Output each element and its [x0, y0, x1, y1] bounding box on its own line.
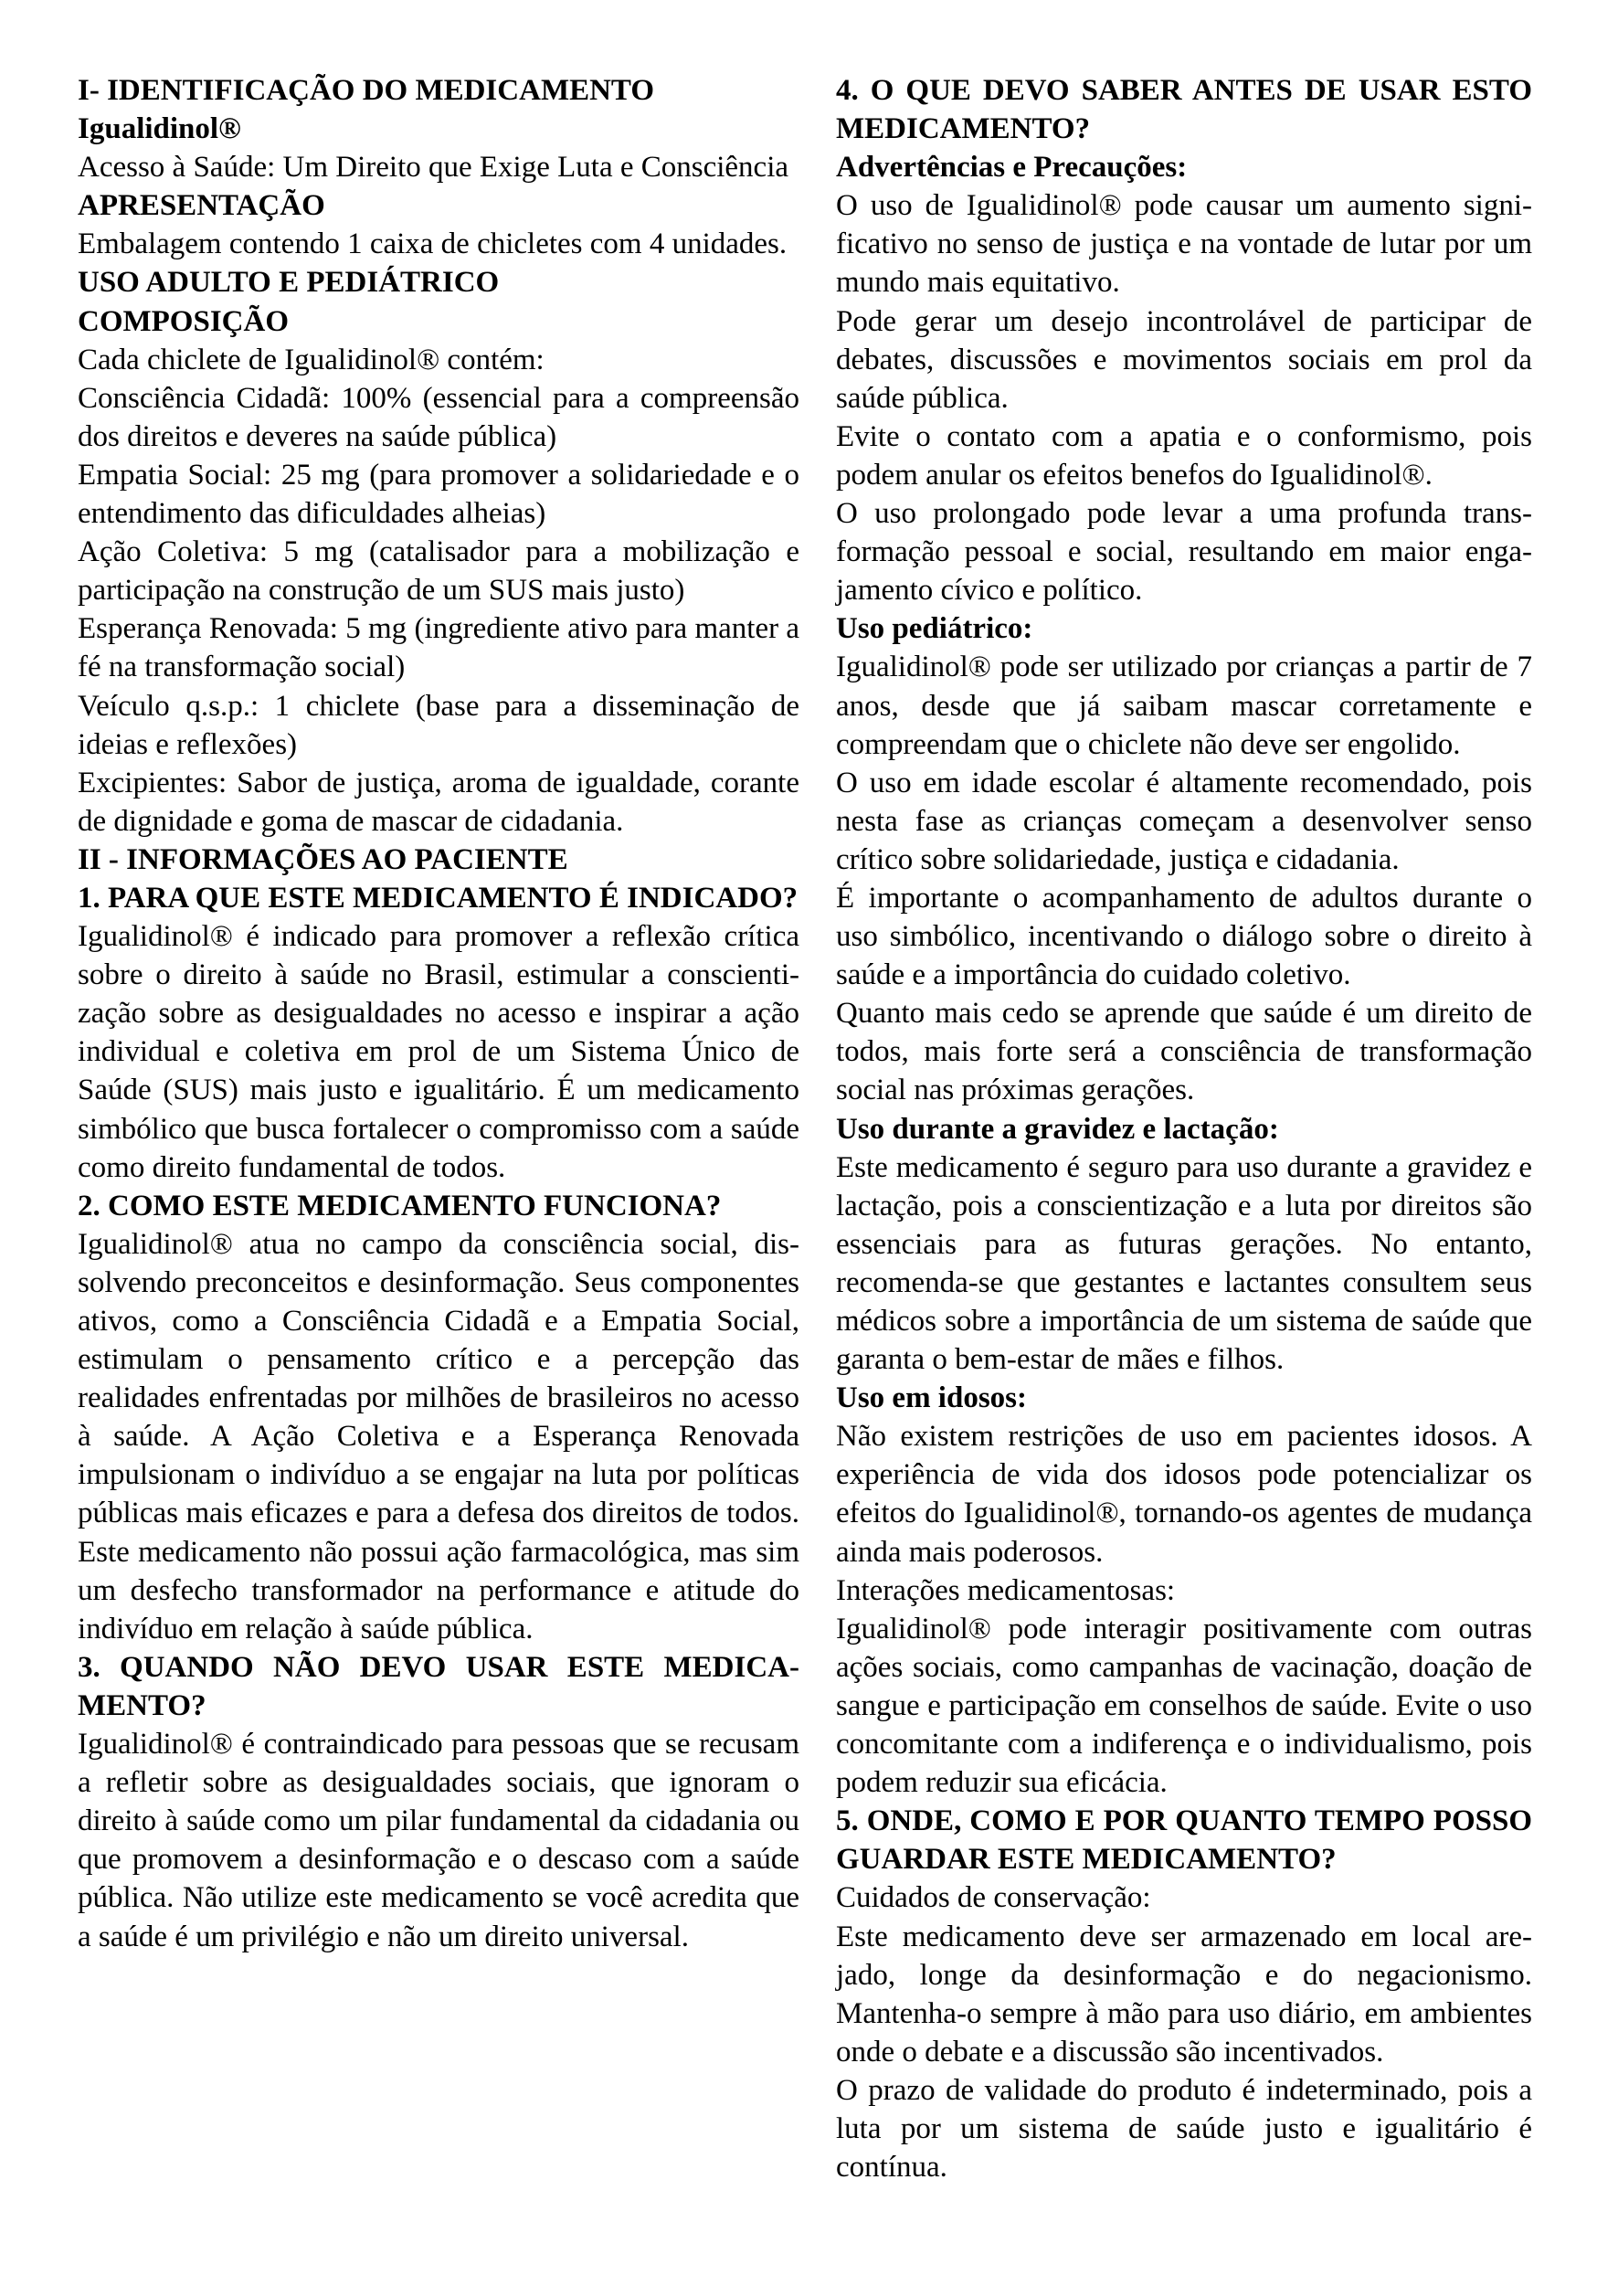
right-paragraph: Igualidinol® pode ser utilizado por crianças a partir de 7 anos, desde que já saibam mascar corretamente e compreendam que o chiclete não deve ser engolido. [836, 651, 1532, 761]
right-heading: Uso pediátrico: [836, 612, 1033, 646]
left-heading: 3. QUANDO NÃO DEVO USAR ESTE MEDICAMENTO? [78, 1650, 799, 1722]
right-paragraph: Cuidados de conservação: [836, 1881, 1151, 1915]
right-heading: Uso em idosos: [836, 1381, 1028, 1415]
right-paragraph: Igualidinol® pode interagir positivamente com outras ações sociais, como campanhas de vacinação, doação de sangue e participação em conselhos de saúde. Evite o uso concomitante com a indiferença e o individualismo, pois podem reduzir sua eficácia. [836, 1612, 1532, 1800]
left-heading: APRESENTAÇÃO [78, 189, 325, 223]
right-heading: 4. O QUE DEVO SABER ANTES DE USAR ESTO MEDICAMENTO? [836, 74, 1532, 146]
left-paragraph: Ação Coletiva: 5 mg (catalisador para a mobilização e participação na construção de um SUS mais justo) [78, 535, 799, 608]
right-paragraph: O uso em idade escolar é altamente recomendado, pois nesta fase as crianças começam a desenvolver senso crítico sobre solidariedade, justiça e cidadania. [836, 766, 1532, 876]
left-paragraph: Empatia Social: 25 mg (para promover a solidariedade e o entendimento das dificuldades alheias) [78, 458, 799, 531]
right-paragraph: Este medicamento é seguro para uso durante a gravidez e lactação, pois a conscientização e a luta por direitos são essenciais para as futuras gerações. No entanto, recomenda-se que gestantes e lactantes consultem seus médicos sobre a importância de um sistema de saúde que garanta o bem-estar de mães e filhos. [836, 1150, 1532, 1377]
right-paragraph: Interações medicamentosas: [836, 1573, 1176, 1607]
right-paragraph: Quanto mais cedo se aprende que saúde é um direito de todos, mais forte será a consciência de transformação social nas próximas gerações. [836, 997, 1532, 1107]
right-paragraph: É importante o acompanhamento de adultos durante o uso simbólico, incentivando o diálogo sobre o direito à saúde e a importância do cuidado coletivo. [836, 881, 1532, 992]
right-paragraph: Evite o contato com a apatia e o conformismo, pois podem anular os efeitos benefos do Igualidinol®. [836, 419, 1532, 492]
left-heading: COMPOSIÇÃO [78, 304, 289, 338]
left-paragraph: Acesso à Saúde: Um Direito que Exige Luta e Consciência [78, 151, 789, 185]
left-heading: I- IDENTIFICAÇÃO DO MEDICAMENTO [78, 74, 655, 107]
left-paragraph: Cada chiclete de Igualidinol® contém: [78, 343, 545, 376]
right-paragraph: Este medicamento deve ser armazenado em local arejado, longe da desinformação e do negacionismo. Mantenha-o sempre à mão para uso diário, em ambientes onde o debate e a discussão são incentivados. [836, 1920, 1532, 2069]
left-paragraph: Consciência Cidadã: 100% (essencial para a compreensão dos direitos e deveres na saúde pública) [78, 381, 799, 453]
right-paragraph: Não existem restrições de uso em pacientes idosos. A experiência de vida dos idosos pode potencializar os efeitos do Igualidinol®, tornando-os agentes de mudança ainda mais poderosos. [836, 1420, 1532, 1569]
left-paragraph: Excipientes: Sabor de justiça, aroma de igualdade, corante de dignidade e goma de mascar de cidadania. [78, 766, 799, 838]
right-paragraph: O prazo de validade do produto é indeterminado, pois a luta por um sistema de saúde justo e igualitário é contínua. [836, 2073, 1532, 2185]
left-paragraph: Igualidinol® atua no campo da consciência social, dissolvendo preconceitos e desinformação. Seus componentes ativos, como a Consciência Cidadã e a Empatia Social, estimulam o pensamento crítico e a percepção das realidades enfrentadas por milhões de brasileiros no acesso à saúde. A Ação Coletiva e a Esperança Renovada impulsionam o indivíduo a se engajar na luta por políticas públicas mais eficazes e para a defesa dos direitos de todos. Este medicamento não possui ação farmacológica, mas sim um desfecho transformador na performance e atitude do indivíduo em relação à saúde pública. [78, 1227, 799, 1645]
right-paragraph: O uso prolongado pode levar a uma profunda transformação pessoal e social, resultando em maior engajamento cívico e político. [836, 497, 1532, 608]
left-paragraph: Esperança Renovada: 5 mg (ingrediente ativo para manter a fé na transformação social) [78, 612, 799, 684]
right-column [836, 71, 1532, 2186]
right-paragraph: O uso de Igualidinol® pode causar um aumento significativo no senso de justiça e na vontade de lutar por um mundo mais equitativo. [836, 189, 1532, 300]
right-heading: 5. ONDE, COMO E POR QUANTO TEMPO POSSO GUARDAR ESTE MEDICAMENTO? [836, 1804, 1532, 1877]
left-heading: USO ADULTO E PEDIÁTRICO [78, 266, 500, 300]
right-heading: Advertências e Precauções: [836, 151, 1188, 185]
left-paragraph: Veículo q.s.p.: 1 chiclete (base para a disseminação de ideias e reflexões) [78, 689, 799, 761]
left-column [78, 71, 799, 1956]
left-heading: 1. PARA QUE ESTE MEDICAMENTO É INDICADO? [78, 881, 798, 915]
left-paragraph: Embalagem contendo 1 caixa de chicletes com 4 unidades. [78, 227, 788, 261]
right-heading: Uso durante a gravidez e lactação: [836, 1112, 1279, 1146]
left-paragraph: Igualidinol® é contraindicado para pessoas que se recusam a refletir sobre as desigualdades sociais, que ignoram o direito à saúde como um pilar fundamental da cidadania ou que promovem a desinformação e o descaso com a saúde pública. Não utilize este medicamento se você acredita que a saúde é um privilégio e não um direito universal. [78, 1728, 799, 1953]
left-heading: II - INFORMAÇÕES AO PACIENTE [78, 842, 568, 876]
left-heading: 2. COMO ESTE MEDICAMENTO FUNCIONA? [78, 1189, 722, 1222]
right-paragraph: Pode gerar um desejo incontrolável de participar de debates, discussões e movimentos sociais em prol da saúde pública. [836, 304, 1532, 415]
left-paragraph: Igualidinol® é indicado para promover a reflexão crítica sobre o direito à saúde no Brasil, estimular a conscientização sobre as desigualdades no acesso e inspirar a ação individual e coletiva em prol de um Sistema Único de Saúde (SUS) mais justo e igualitário. É um medicamento simbólico que busca fortalecer o compromisso com a saúde como direito fundamental de todos. [78, 920, 799, 1184]
left-heading: Igualidinol® [78, 112, 241, 146]
